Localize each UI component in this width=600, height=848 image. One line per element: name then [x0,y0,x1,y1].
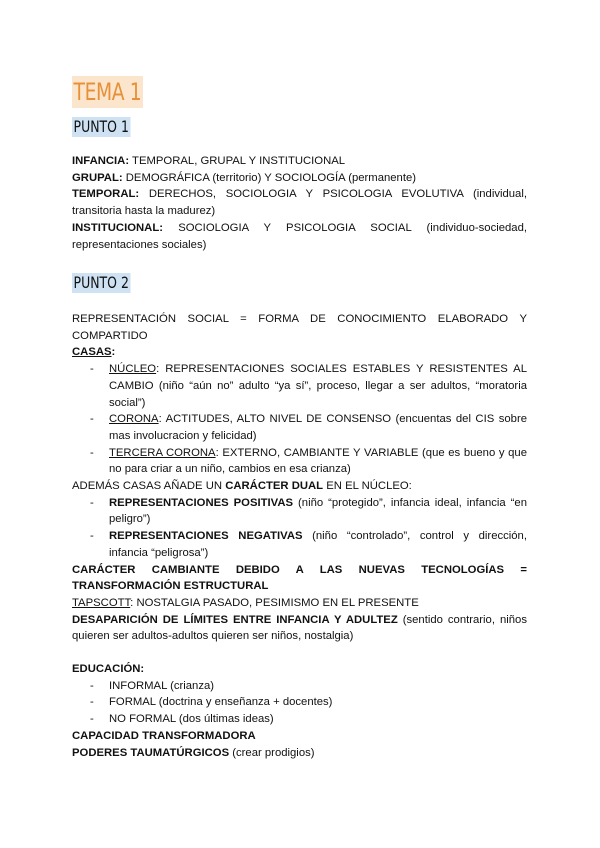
bold-term: DESAPARICIÓN DE LÍMITES ENTRE INFANCIA Y ADULTEZ [72,613,398,626]
paragraph-tapscott [72,595,527,612]
term-text: : REPRESENTACIONES SOCIALES ESTABLES Y RESISTENTES AL CAMBIO (niño “aún no” adulto “ya sí”, proceso, llegar a ser adultos, “moratoria social”) [109,363,527,409]
list-item-negativas [72,528,527,561]
term-text: (crear prodigios) [229,746,315,759]
paragraph-caracter-dual [72,478,527,495]
term-label: TEMPORAL: [72,188,140,201]
paragraph-poderes [72,745,527,762]
term-text: DERECHOS, SOCIOLOGIA Y PSICOLOGIA EVOLUTIVA (individual, transitoria hasta la madurez) [72,188,527,218]
punto-2-content [72,311,527,645]
term-label: NÚCLEO [109,363,157,376]
list-item-positivas [72,495,527,528]
text-run: EN EL NÚCLEO: [323,480,412,493]
casas-colon: : [111,346,116,359]
casas-list [72,361,527,478]
dual-list [72,495,527,562]
text-run: ADEMÁS CASAS AÑADE UN [72,480,226,493]
list-item: - FORMAL (doctrina y enseñanza + docentes) [72,694,527,711]
section-heading-punto-2: PUNTO 2 [73,273,129,292]
paragraph-caracter-cambiante [72,562,527,595]
term-text: (niño “controlado”, control y dirección, infancia “peligrosa”) [109,530,527,559]
punto-1-content [72,153,527,253]
bold-term: REPRESENTACIONES NEGATIVAS [109,530,303,543]
term-label: TAPSCOTT [72,596,131,609]
term-text: SOCIOLOGIA Y PSICOLOGIA SOCIAL (individuo-sociedad, representaciones sociales) [72,221,527,251]
educacion-content [72,661,527,761]
paragraph-institucional [72,220,527,253]
term-label: INSTITUCIONAL: [72,221,163,234]
list-item: - NO FORMAL (dos últimas ideas) [72,711,527,728]
paragraph-capacidad [72,728,527,745]
paragraph-representacion-social: REPRESENTACIÓN SOCIAL = FORMA DE CONOCIMIENTO ELABORADO Y COMPARTIDO [72,313,527,342]
paragraph-infancia [72,153,527,170]
bold-term: CARÁCTER CAMBIANTE DEBIDO A LAS NUEVAS TECNOLOGÍAS = TRANSFORMACIÓN ESTRUCTURAL [72,563,527,593]
term-text: : ACTITUDES, ALTO NIVEL DE CONSENSO (encuentas del CIS sobre mas involucracion y felicidad) [109,413,527,442]
term-text: : EXTERNO, CAMBIANTE Y VARIABLE (que es bueno y que no para criar a un niño, cambios en esa crianza) [109,446,527,476]
casas-label: CASAS [72,346,112,359]
term-label: GRUPAL: [72,171,123,184]
bold-term: CARÁCTER DUAL [225,480,324,493]
term-text: TEMPORAL, GRUPAL Y INSTITUCIONAL [129,155,346,167]
bold-term: CAPACIDAD TRANSFORMADORA [72,729,256,742]
section-heading-punto-1: PUNTO 1 [73,117,129,136]
term-text: DEMOGRÁFICA (territorio) Y SOCIOLOGÍA (permanente) [122,171,417,184]
page-title: TEMA 1 [73,78,142,106]
list-item-corona [72,411,527,444]
educacion-heading [72,661,527,678]
term-text: (niño “protegido”, infancia ideal, infancia “en peligro”) [109,496,527,526]
list-item: - INFORMAL (crianza) [72,678,527,695]
educacion-list [72,678,527,728]
bold-term: PODERES TAUMATÚRGICOS [72,746,230,759]
bold-term: EDUCACIÓN: [72,663,145,675]
term-label: INFANCIA: [72,155,130,167]
paragraph-limites [72,612,527,645]
term-label: TERCERA CORONA [109,446,216,459]
term-text: : NOSTALGIA PASADO, PESIMISMO EN EL PRESENTE [130,596,419,609]
paragraph-temporal [72,186,527,219]
list-item-tercera-corona [72,445,527,478]
term-text: (sentido contrario, niños quieren ser adultos-adultos quieren ser niños, nostalgia) [72,613,527,643]
list-item-nucleo [72,361,527,411]
term-label: CORONA [109,413,159,426]
bold-term: REPRESENTACIONES POSITIVAS [109,496,294,509]
paragraph-grupal [72,170,527,187]
casas-heading [72,344,527,361]
